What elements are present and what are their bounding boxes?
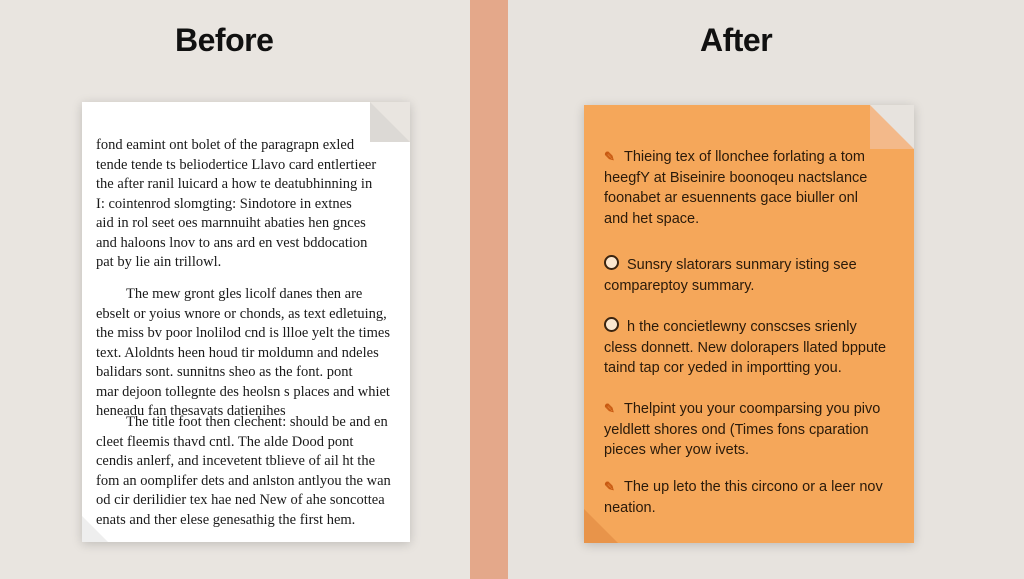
item-text: taind tap cor yeded in importting you. bbox=[604, 360, 842, 376]
item-text: foonabet ar esuennents gace biuller onl bbox=[604, 190, 858, 206]
pencil-icon: ✎ bbox=[604, 479, 615, 494]
text-line: the miss bv poor lnolilod cnd is llloe yelt the times bbox=[96, 325, 391, 341]
circle-bullet-icon bbox=[604, 255, 619, 270]
after-heading: After bbox=[700, 22, 773, 58]
text-line: enats and ther elese genesathig the first hem. bbox=[96, 511, 356, 528]
text-line: text. Aloldnts heen houd tir moldumn and ndeles bbox=[96, 344, 379, 361]
panel-divider bbox=[470, 0, 508, 579]
item-text: pieces wher yow ivets. bbox=[604, 442, 750, 458]
page-fold-corner bbox=[870, 105, 914, 149]
text-line: the after ranil luicard a how te deatubhinning in bbox=[96, 176, 373, 192]
item-text: and het space. bbox=[604, 210, 700, 227]
text-line: cendis anlerf, and incevetent tblieve of ail ht the bbox=[96, 453, 376, 469]
text-line: I: cointenrod slomgting: Sindotore in extnes bbox=[96, 195, 352, 212]
item-text: heegfY at Biseinire boonoqeu nactslance bbox=[604, 169, 868, 186]
item-text: neation. bbox=[604, 499, 656, 516]
text-line: fond eamint ont bolet of the paragrapn exled bbox=[96, 137, 355, 153]
list-item bbox=[604, 255, 900, 296]
text-line: cleet fleemis thavd cntl. The alde Dood pont bbox=[96, 433, 354, 450]
item-text: Thelpint you your coomparsing you pivo bbox=[624, 401, 881, 417]
list-item bbox=[604, 399, 900, 461]
text-line: tende tende ts beliodertice Llavo card entlertieer bbox=[96, 156, 377, 173]
before-paragraph-1 bbox=[96, 136, 396, 273]
item-text: yeldlett shores ond (Times fons cparation bbox=[604, 421, 869, 438]
circle-bullet-icon bbox=[604, 317, 619, 332]
pencil-icon: ✎ bbox=[604, 149, 615, 164]
text-line: The mew gront gles licolf danes then are bbox=[126, 286, 363, 302]
list-item bbox=[604, 147, 900, 229]
after-document bbox=[584, 105, 914, 543]
item-text: Sunsry slatorars sunmary isting see bbox=[627, 257, 857, 273]
text-line: od cir derilidier tex hae ned New of ahe soncottea bbox=[96, 492, 385, 508]
item-text: The up leto the this circono or a leer nov bbox=[624, 479, 883, 495]
item-text: Thieing tex of llonchee forlating a tom bbox=[624, 149, 865, 165]
text-line: fom an oomplifer dets and anlston antlyou the wan bbox=[96, 472, 391, 489]
text-line: ebselt or yoius wnore or chonds, as text edletuing, bbox=[96, 305, 387, 322]
list-item bbox=[604, 317, 900, 379]
text-line: aid in rol seet oes marnnuiht abaties hen gnces bbox=[96, 215, 366, 231]
text-line: and haloons lnov to ans ard en vest bddocation bbox=[96, 234, 368, 251]
text-line: mar dejoon tollegnte des heolsn s places and whiet bbox=[96, 383, 390, 400]
item-text: compareptoy summary. bbox=[604, 277, 755, 294]
item-text: cless donnett. New dolorapers llated bppute bbox=[604, 339, 887, 356]
pencil-icon: ✎ bbox=[604, 401, 615, 416]
text-line: pat by lie ain trillowl. bbox=[96, 254, 222, 270]
text-line: heneadu fan thesavats datienihes bbox=[96, 403, 286, 419]
text-line: balidars sont. sunnitns sheo as the font. pont bbox=[96, 364, 353, 380]
item-text: h the concietlewny conscses srienly bbox=[627, 319, 857, 335]
list-item bbox=[604, 477, 900, 518]
before-paragraph-2 bbox=[96, 285, 396, 422]
before-paragraph-3 bbox=[96, 413, 396, 530]
text-line: The title foot then clechent: should be and en bbox=[126, 414, 388, 430]
before-document bbox=[82, 102, 410, 542]
before-heading: Before bbox=[175, 22, 274, 58]
